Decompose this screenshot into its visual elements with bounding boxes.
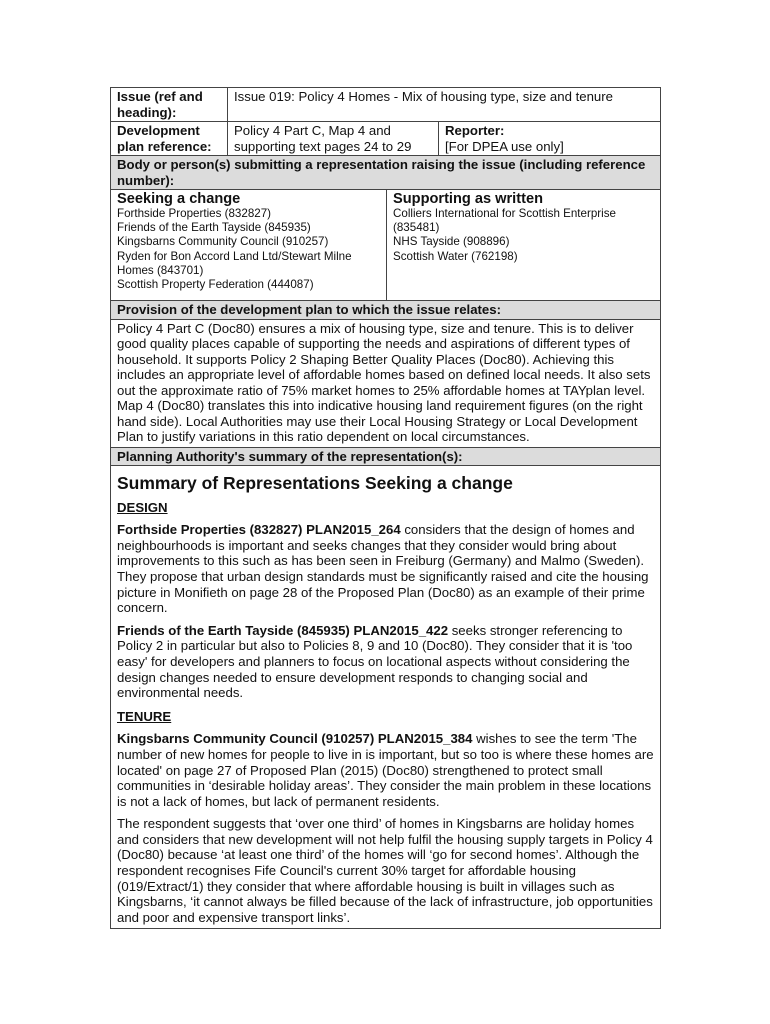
- seeking-change-heading: Seeking a change: [117, 191, 241, 207]
- supporting-item: NHS Tayside (908896): [393, 235, 510, 249]
- respondent-reference: Kingsbarns Community Council (910257) PLAN2015_384: [117, 731, 473, 747]
- seeking-item: Ryden for Bon Accord Land Ltd/Stewart Milne Homes (843701): [117, 249, 352, 277]
- representation-paragraph: [117, 623, 654, 701]
- seeking-item: Forthside Properties (832827): [117, 207, 272, 220]
- respondent-reference: Friends of the Earth Tayside (845935) PLAN2015_422: [117, 622, 449, 638]
- dev-plan-value: Policy 4 Part C, Map 4 and supporting text pages 24 to 29: [228, 122, 439, 155]
- seeking-change-column: [111, 190, 387, 300]
- respondent-reference: Forthside Properties (832827) PLAN2015_264: [117, 522, 401, 538]
- supporting-column: [387, 190, 660, 300]
- representation-text: wishes to see the term 'The number of new homes for people to live in is important, but so too is where these homes are located' on page 27 of Proposed Plan (2015) (Doc80) strengthened to protect small communities in ‘desirable holiday areas’. They consider the main problem in these locations is not a lack of homes, but lack of permanent residents.: [117, 731, 654, 809]
- supporting-heading: Supporting as written: [393, 191, 543, 207]
- reporter-label: Reporter:: [445, 123, 505, 138]
- seeking-item: Scottish Property Federation (444087): [117, 278, 314, 292]
- issue-ref-label: Issue (ref and heading):: [111, 88, 228, 121]
- representation-paragraph: [117, 522, 654, 616]
- representation-paragraph: [117, 731, 654, 809]
- summary-label-row: [111, 448, 660, 467]
- provision-label: Provision of the development plan to which the issue relates:: [117, 302, 501, 317]
- supporting-item: Scottish Water (762198): [393, 249, 518, 263]
- design-heading: DESIGN: [117, 499, 168, 515]
- issue-ref-value: Issue 019: Policy 4 Homes - Mix of housing type, size and tenure: [234, 89, 613, 104]
- representation-text: The respondent suggests that ‘over one third’ of homes in Kingsbarns are holiday homes and considers that new development will not help fulfil the housing supply targets in Policy 4 (Doc80) because ‘at least one third’ of the homes will ‘go for second homes’. Although the respondent recognises Fife Council's current 30% target for affordable housing (019/Extract/1) they consider that where affordable housing is built in villages such as Kingsbarns, ‘it cannot always be filled because of the lack of infrastructure, job opportunities and poor and expensive transport links’.: [117, 816, 653, 925]
- reporter-value: [For DPEA use only]: [445, 138, 564, 154]
- provision-label-row: [111, 301, 660, 320]
- body-label-row: [111, 156, 660, 190]
- representation-paragraph: [117, 816, 654, 925]
- provision-text: Policy 4 Part C (Doc80) ensures a mix of housing type, size and tenure. This is to deliver good quality places capable of supporting the needs and aspirations of different types of household. It supports Policy 2 Shaping Better Quality Places (Doc80). Achieving this includes an appropriate level of affordable homes based on defined local needs. It also sets out the approximate ratio of 75% market homes to 25% affordable homes at TAYplan level. Map 4 (Doc80) translates this into indicative housing land requirement figures (on the right hand side). Local Authorities may use their Local Housing Strategy or Local Development Plan to justify variations in this ratio dependent on local circumstances.: [117, 320, 651, 444]
- dev-plan-label: Development plan reference:: [111, 122, 228, 155]
- representation-text: seeks stronger referencing to Policy 2 in particular but also to Policies 8, 9 and 10 (Doc80). They consider that it is 'too easy' for developers and planners to focus on locational aspects without considering the design changes needed to ensure development responds to changing social and environmental needs.: [117, 622, 633, 701]
- supporting-item: Colliers International for Scottish Enterprise (835481): [393, 207, 616, 235]
- seeking-item: Kingsbarns Community Council (910257): [117, 235, 329, 249]
- issue-ref-row: [111, 88, 660, 122]
- reporter-cell: [439, 122, 660, 155]
- dev-plan-row: [111, 122, 660, 156]
- seeking-item: Friends of the Earth Tayside (845935): [117, 221, 311, 235]
- summary-body: [111, 466, 660, 928]
- issue-form-table: [110, 87, 661, 929]
- summary-label: Planning Authority's summary of the representation(s):: [117, 448, 463, 464]
- tenure-heading: TENURE: [117, 708, 172, 724]
- summary-body-row: [111, 466, 660, 928]
- respondents-row: [111, 190, 660, 301]
- summary-title: Summary of Representations Seeking a change: [117, 473, 513, 493]
- body-label: Body or person(s) submitting a representation raising the issue (including reference number):: [117, 157, 646, 188]
- provision-text-row: [111, 320, 660, 448]
- representation-text: considers that the design of homes and neighbourhoods is important and seeks changes that they consider would bring about improvements to this such as has been seen in Freiburg (Germany) and Malmo (Sweden). They propose that urban design standards must be significantly raised and cite the housing picture in Monifieth on page 28 of the Proposed Plan (Doc80) as an example of their prime concern.: [117, 522, 649, 616]
